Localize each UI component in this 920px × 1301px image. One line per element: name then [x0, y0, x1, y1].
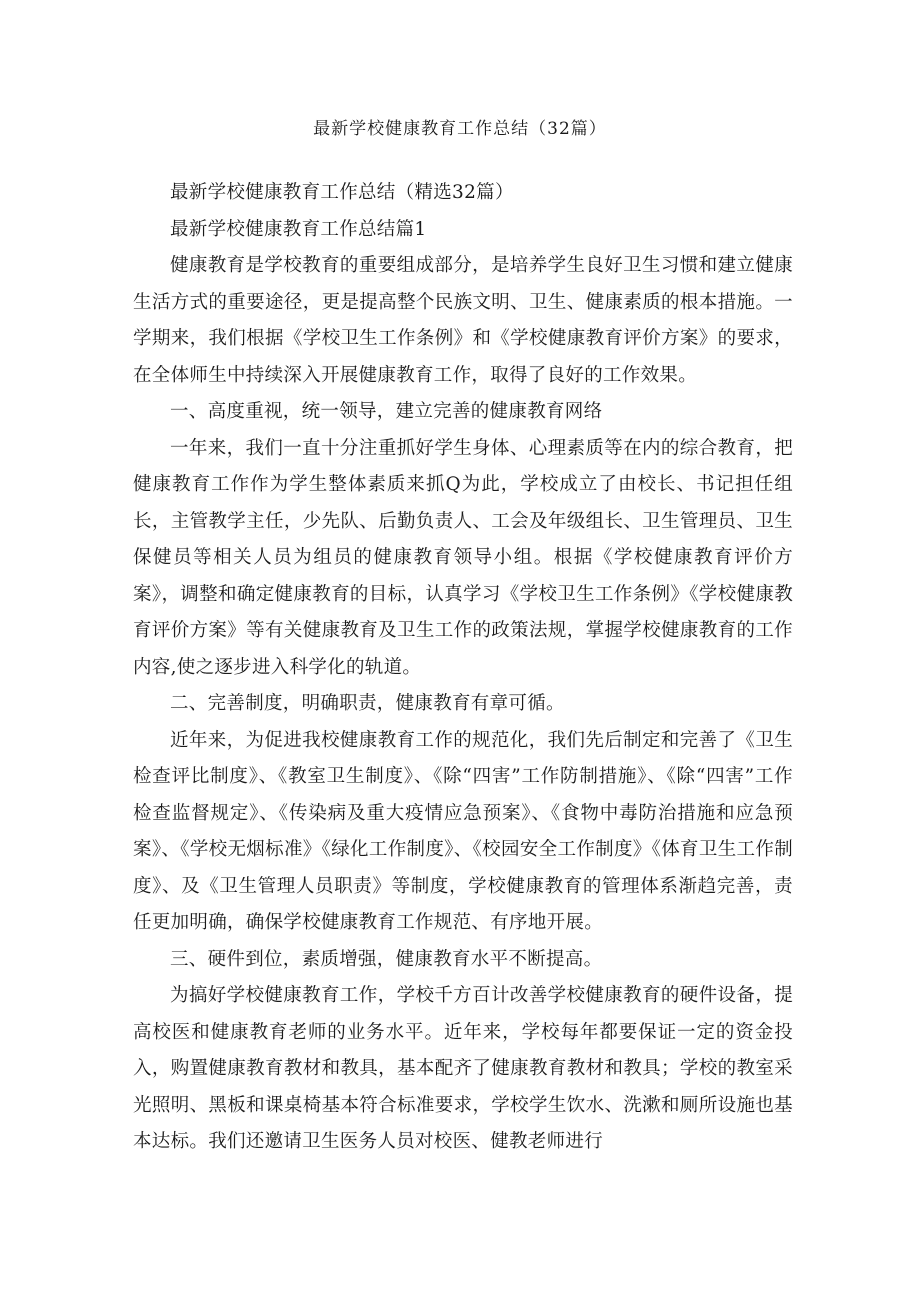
section-heading-3: 三、硬件到位，素质增强，健康教育水平不断提高。	[170, 948, 603, 970]
subtitle-paragraph: 最新学校健康教育工作总结（精选32篇）	[170, 182, 514, 203]
section-heading-2: 二、完善制度，明确职责，健康教育有章可循。	[170, 693, 565, 714]
section-3-paragraph: 为搞好学校健康教育工作，学校千方百计改善学校健康教育的硬件设备，提高校医和健康教育老师的业务水平。近年来，学校每年都要保证一定的资金投入，购置健康教育教材和教具，基本配齐了健康教育教材和教具；学校的教室采光照明、黑板和课桌椅基本符合标准要求，学校学生饮水、洗漱和厕所设施也基本达标。我们还邀请卫生医务人员对校医、健教老师进行	[133, 985, 793, 1152]
section-2-paragraph: 近年来，为促进我校健康教育工作的规范化，我们先后制定和完善了《卫生检查评比制度》、《教室卫生制度》、《除“四害”工作防制措施》、《除“四害”工作检查监督规定》、《传染病及重大疫情应急预案》、《食物中毒防治措施和应急预案》、《学校无烟标准》《绿化工作制度》、《校园安全工作制度》《体育卫生工作制度》、及《卫生管理人员职责》等制度，学校健康教育的管理体系渐趋完善，责任更加明确，确保学校健康教育工作规范、有序地开展。	[133, 729, 793, 933]
section-1-paragraph: 一年来，我们一直十分注重抓好学生身体、心理素质等在内的综合教育，把健康教育工作作为学生整体素质来抓Q为此，学校成立了由校长、书记担任组长，主管教学主任，少先队、后勤负责人、工会及年级组长、卫生管理员、卫生保健员等相关人员为组员的健康教育领导小组。根据《学校健康教育评价方案》，调整和确定健康教育的目标，认真学习《学校卫生工作条例》《学校健康教育评价方案》等有关健康教育及卫生工作的政策法规，掌握学校健康教育的工作内容,使之逐步进入科学化的轨道。	[133, 437, 793, 678]
document-title: 最新学校健康教育工作总结（32篇）	[313, 119, 607, 139]
article-heading: 最新学校健康教育工作总结篇1	[170, 218, 427, 240]
intro-paragraph: 健康教育是学校教育的重要组成部分，是培养学生良好卫生习惯和建立健康生活方式的重要途径，更是提高整个民族文明、卫生、健康素质的根本措施。一学期来，我们根据《学校卫生工作条例》和《学校健康教育评价方案》的要求，在全体师生中持续深入开展健康教育工作，取得了良好的工作效果。	[133, 255, 793, 386]
section-heading-1: 一、高度重视，统一领导，建立完善的健康教育网络	[170, 401, 603, 422]
document-body	[133, 175, 793, 1161]
